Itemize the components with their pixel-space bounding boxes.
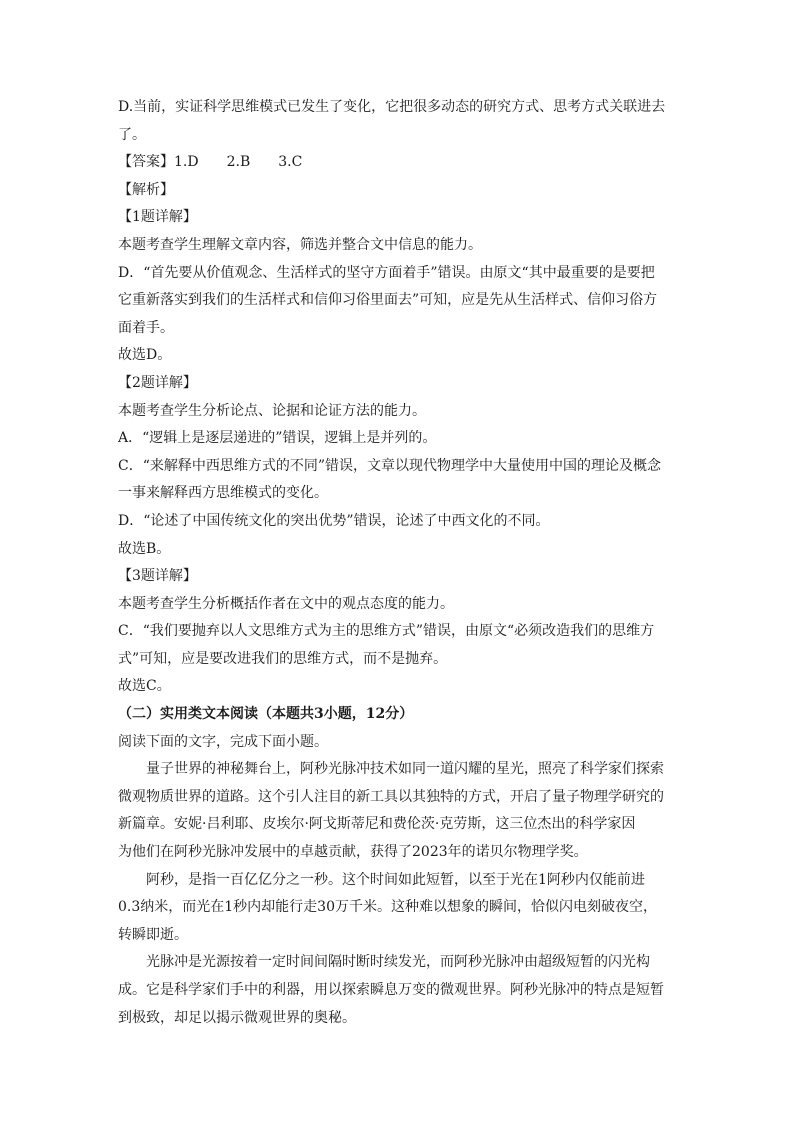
text-line: 到极致，却足以揭示微观世界的奥秘。 (118, 1009, 356, 1026)
text-line: 故选D。 (118, 347, 172, 364)
text-line: （二）实用类文本阅读（本题共3小题，12分） (118, 706, 414, 723)
text-line: 新篇章。安妮·吕利耶、皮埃尔·阿戈斯蒂尼和费伦茨·克劳斯，这三位杰出的科学家因 (118, 816, 636, 833)
text-line: 0.3纳米，而光在1秒内却能行走30万千米。这种难以想象的瞬间，恰似闪电刻破夜空， (118, 899, 657, 916)
text-line: 故选C。 (118, 678, 171, 695)
text-line: 【解析】 (118, 181, 174, 198)
text-line: 故选B。 (118, 540, 171, 557)
text-line: 成。它是科学家们手中的利器，用以探索瞬息万变的微观世界。阿秒光脉冲的特点是短暂 (118, 982, 664, 998)
text-line: C．“我们要抛弃以人文思维方式为主的思维方式”错误，由原文“必须改造我们的思维方 (118, 623, 655, 640)
text-line: A．“逻辑上是逐层递进的”错误，逻辑上是并列的。 (118, 430, 437, 447)
text-line: 本题考查学生分析论点、论据和论证方法的能力。 (118, 402, 426, 419)
text-line: 量子世界的神秘舞台上，阿秒光脉冲技术如同一道闪耀的星光，照亮了科学家们探索 (146, 761, 664, 778)
text-line: 微观物质世界的道路。这个引人注目的新工具以其独特的方式，开启了量子物理学研究的 (118, 788, 664, 805)
text-line: 它重新落实到我们的生活样式和信仰习俗里面去”可知，应是先从生活样式、信仰习俗方 (118, 292, 658, 309)
text-line: C．“来解释中西思维方式的不同”错误，文章以现代物理学中大量使用中国的理论及概念 (118, 457, 662, 474)
text-line: 转瞬即逝。 (118, 926, 188, 943)
text-line: 为他们在阿秒光脉冲发展中的卓越贡献，获得了2023年的诺贝尔物理学奖。 (118, 844, 588, 861)
text-line: 【答案】1.D 2.B 3.C (118, 154, 303, 171)
text-line: 本题考查学生理解文章内容，筛选并整合文中信息的能力。 (118, 236, 482, 253)
text-line: 本题考查学生分析概括作者在文中的观点态度的能力。 (118, 595, 454, 612)
text-line: 了。 (118, 126, 146, 143)
text-line: 【3题详解】 (118, 568, 197, 585)
text-line: 阿秒，是指一百亿亿分之一秒。这个时间如此短暂，以至于光在1阿秒内仅能前进 (146, 871, 645, 888)
text-line: 【2题详解】 (118, 374, 197, 391)
text-line: D.当前，实证科学思维模式已发生了变化，它把很多动态的研究方式、思考方式关联进去 (118, 99, 666, 115)
text-line: 阅读下面的文字，完成下面小题。 (118, 733, 328, 750)
text-line: 一事来解释西方思维模式的变化。 (118, 485, 328, 502)
document-body (118, 94, 678, 1032)
text-line: D．“论述了中国传统文化的突出优势”错误，论述了中西文化的不同。 (118, 512, 550, 529)
text-line: 面着手。 (118, 319, 174, 336)
text-line: 【1题详解】 (118, 209, 197, 226)
text-line: 光脉冲是光源按着一定时间间隔时断时续发光，而阿秒光脉冲由超级短暂的闪光构 (146, 954, 650, 971)
text-line: D．“首先要从价值观念、生活样式的坚守方面着手”错误。由原文“其中最重要的是要把 (118, 264, 655, 281)
text-line: 式”可知，应是要改进我们的思维方式，而不是抛弃。 (118, 650, 448, 667)
